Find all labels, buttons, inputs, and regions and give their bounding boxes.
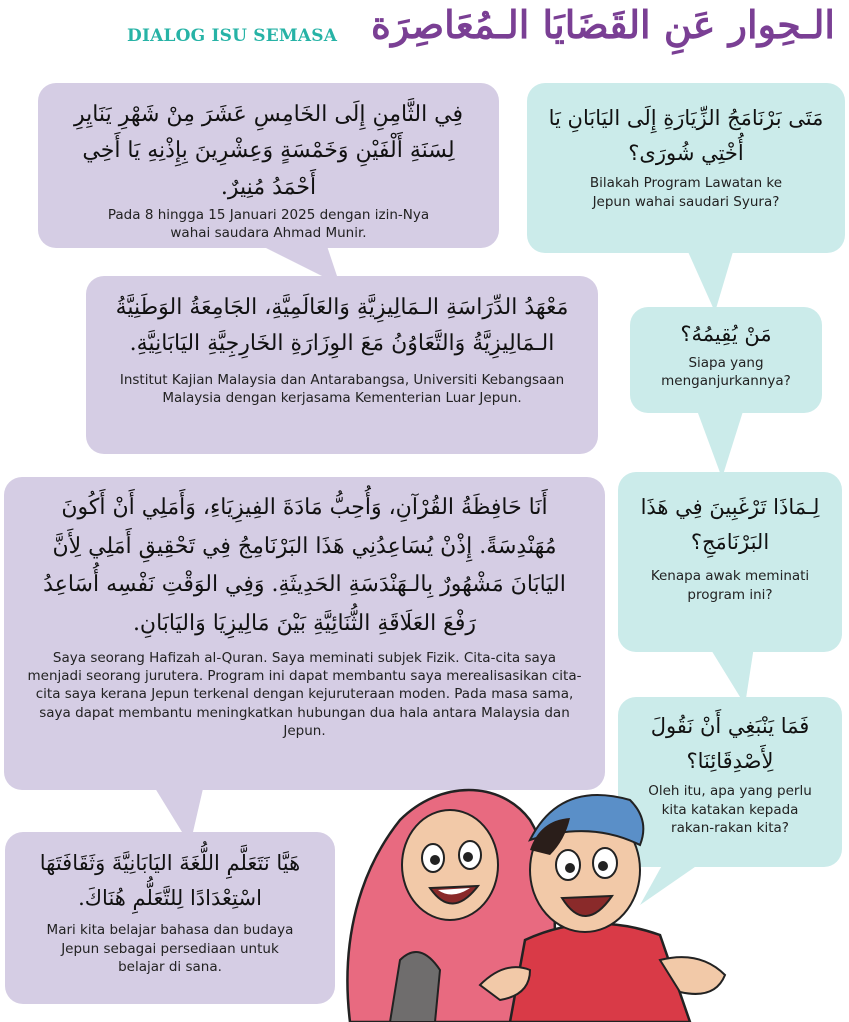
bubble-answer-4 bbox=[5, 832, 335, 1004]
arabic-text: مَعْهَدُ الدِّرَاسَةِ الـمَالِيزِيَّةِ وَالعَالَمِيَّةِ، الجَامِعَةُ الوَطَنِيَّةُ الـمَالِيزِيَّةُ وَالتَّعَاوُنُ مَعَ الوِزَارَةِ الخَارِجِيَّةِ اليَابَانِيَّةِ. bbox=[115, 295, 569, 357]
arabic-text: هَيَّا نَتَعَلَّمِ اللُّغَةَ اليَابَانِيَّةَ وَثَقَافَتَهَا اسْتِعْدَادًا لِلتَّعَلُّمِ هُنَاكَ. bbox=[39, 851, 301, 910]
arabic-text: مَنْ يُقِيمُهُ؟ bbox=[680, 322, 772, 346]
page-title: الـحِوار عَنِ القَضَايَا الـمُعَاصِرَة bbox=[371, 2, 835, 47]
arabic-text: فَمَا يَنْبَغِي أَنْ نَقُولَ لِأَصْدِقَائِنَا؟ bbox=[650, 714, 810, 773]
bubble-question-1 bbox=[527, 83, 845, 253]
bubble-question-3 bbox=[618, 472, 842, 652]
bubble-answer-3 bbox=[4, 477, 605, 790]
arabic-text: مَتَى بَرْنَامَجُ الزِّيَارَةِ إِلَى اليَابَانِ يَا أُخْتِي شُورَى؟ bbox=[548, 106, 824, 165]
malay-translation: Oleh itu, apa yang perlu kita katakan kepada rakan-rakan kita? bbox=[648, 783, 812, 836]
malay-translation: Saya seorang Hafizah al-Quran. Saya meminati subjek Fizik. Cita-cita saya menjadi seorang jurutera. Program ini dapat membantu saya merealisasikan cita-cita saya kerana Jepun terkenal dengan kejuruteraan moden. Pada masa sama, saya dapat membantu meningkatkan hubungan dua hala antara Malaysia dan Jepun. bbox=[27, 650, 582, 739]
bubble-answer-2 bbox=[86, 276, 598, 454]
tail-q1 bbox=[685, 245, 735, 312]
tail-q2 bbox=[695, 405, 745, 478]
arabic-text: فِي الثَّامِنِ إِلَى الخَامِسِ عَشَرَ مِنْ شَهْرِ يَنَايِرِ لِسَنَةِ أَلْفَيْنِ وَخَمْسَةٍ وَعِشْرِينَ بِإِذْنِهِ يَا أَخِي أَحْمَدُ مُنِيرٌ. bbox=[73, 102, 464, 200]
malay-translation: Mari kita belajar bahasa dan budaya Jepun sebagai persediaan untuk belajar di sana. bbox=[46, 922, 294, 975]
bubble-answer-1 bbox=[38, 83, 499, 248]
arabic-text: لِـمَاذَا تَرْغَبِينَ فِي هَذَا البَرْنَامَجِ؟ bbox=[640, 495, 820, 554]
characters-illustration bbox=[330, 760, 740, 1022]
malay-translation: Bilakah Program Lawatan ke Jepun wahai saudari Syura? bbox=[589, 175, 783, 210]
malay-translation: Kenapa awak meminati program ini? bbox=[650, 568, 810, 603]
malay-translation: Pada 8 hingga 15 Januari 2025 dengan izin-Nya wahai saudara Ahmad Munir. bbox=[107, 206, 430, 242]
bubble-question-2 bbox=[630, 307, 822, 413]
arabic-text: أَنَا حَافِظَةُ القُرْآنِ، وَأُحِبُّ مَادَةَ الفِيزِيَاءِ، وَأَمَلِي أَنْ أَكُونَ مُهَنْدِسَةً. إِذْنْ يُسَاعِدُنِي هَذَا البَرْنَامِجُ فِي تَحْقِيقِ أَمَلِي لِأَنَّ اليَابَانَ مَشْهُورٌ بِالـهَنْدَسَةِ الحَدِيثَةِ. وَفِي الوَقْتِ نَفْسِه أُسَاعِدُ رَفْعَ العَلَاقَةِ الثُّنَائِيَّةِ بَيْنَ مَالِيزِيَا وَاليَابَانِ. bbox=[43, 495, 566, 636]
malay-translation: Siapa yang menganjurkannya? bbox=[661, 354, 791, 389]
section-tag: DIALOG ISU SEMASA bbox=[127, 26, 338, 46]
malay-translation: Institut Kajian Malaysia dan Antarabangsa, Universiti Kebangsaan Malaysia dengan kerjasama Kementerian Luar Jepun. bbox=[119, 371, 565, 406]
